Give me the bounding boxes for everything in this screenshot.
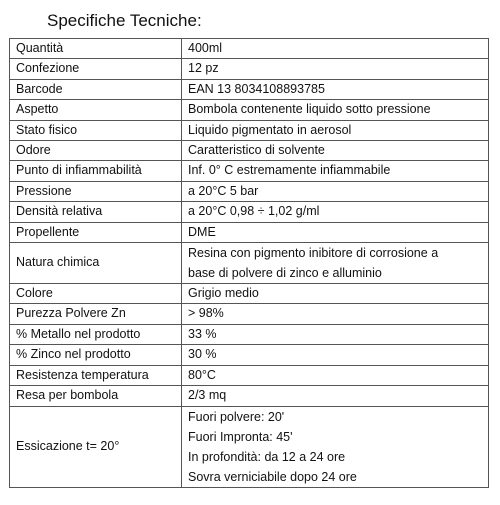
spec-label: Densità relativa (10, 202, 182, 222)
spec-label: % Zinco nel prodotto (10, 345, 182, 365)
table-row (10, 181, 489, 201)
table-row (10, 100, 489, 120)
spec-value: Caratteristico di solvente (182, 141, 489, 161)
spec-value: Liquido pigmentato in aerosol (182, 120, 489, 140)
spec-value: 2/3 mq (182, 386, 489, 406)
table-row (10, 120, 489, 140)
spec-value-line: Fuori Impronta: 45' (188, 429, 293, 444)
spec-label: Stato fisico (10, 120, 182, 140)
table-row (10, 365, 489, 385)
spec-label: Odore (10, 141, 182, 161)
spec-value: a 20°C 5 bar (182, 181, 489, 201)
spec-value-line: Fuori polvere: 20' (188, 409, 285, 424)
table-row (10, 141, 489, 161)
table-row (10, 161, 489, 181)
spec-label: Natura chimica (10, 243, 182, 284)
spec-value: DME (182, 222, 489, 242)
spec-value: EAN 13 8034108893785 (182, 79, 489, 99)
spec-label: % Metallo nel prodotto (10, 324, 182, 344)
spec-label: Aspetto (10, 100, 182, 120)
spec-value-line: In profondità: da 12 a 24 ore (188, 449, 346, 464)
spec-label: Pressione (10, 181, 182, 201)
spec-label: Punto di infiammabilità (10, 161, 182, 181)
table-row (10, 79, 489, 99)
table-row (10, 284, 489, 304)
table-row (10, 59, 489, 79)
table-row (10, 202, 489, 222)
page-title: Specifiche Tecniche: (47, 11, 202, 30)
spec-value (182, 243, 489, 284)
spec-value: 30 % (182, 345, 489, 365)
table-row (10, 222, 489, 242)
spec-value: Inf. 0° C estremamente infiammabile (182, 161, 489, 181)
spec-value: Grigio medio (182, 284, 489, 304)
spec-label: Essicazione t= 20° (10, 406, 182, 487)
spec-value: 400ml (182, 39, 489, 59)
spec-label: Propellente (10, 222, 182, 242)
spec-value-line: base di polvere di zinco e alluminio (188, 266, 382, 281)
spec-value-line: Resina con pigmento inibitore di corrosione a (188, 246, 439, 261)
spec-label: Colore (10, 284, 182, 304)
table-row (10, 345, 489, 365)
spec-value: > 98% (182, 304, 489, 324)
specs-table (9, 38, 489, 488)
table-row (10, 304, 489, 324)
table-row (10, 39, 489, 59)
table-row (10, 324, 489, 344)
table-row (10, 406, 489, 487)
spec-label: Resa per bombola (10, 386, 182, 406)
table-row (10, 386, 489, 406)
spec-value: a 20°C 0,98 ÷ 1,02 g/ml (182, 202, 489, 222)
spec-value: 80°C (182, 365, 489, 385)
spec-label: Quantità (10, 39, 182, 59)
spec-value-line: Sovra verniciabile dopo 24 ore (188, 469, 357, 484)
spec-label: Confezione (10, 59, 182, 79)
spec-value: 33 % (182, 324, 489, 344)
spec-value: 12 pz (182, 59, 489, 79)
spec-label: Purezza Polvere Zn (10, 304, 182, 324)
spec-value (182, 406, 489, 487)
spec-label: Barcode (10, 79, 182, 99)
spec-label: Resistenza temperatura (10, 365, 182, 385)
spec-value: Bombola contenente liquido sotto pressione (182, 100, 489, 120)
table-row (10, 243, 489, 284)
